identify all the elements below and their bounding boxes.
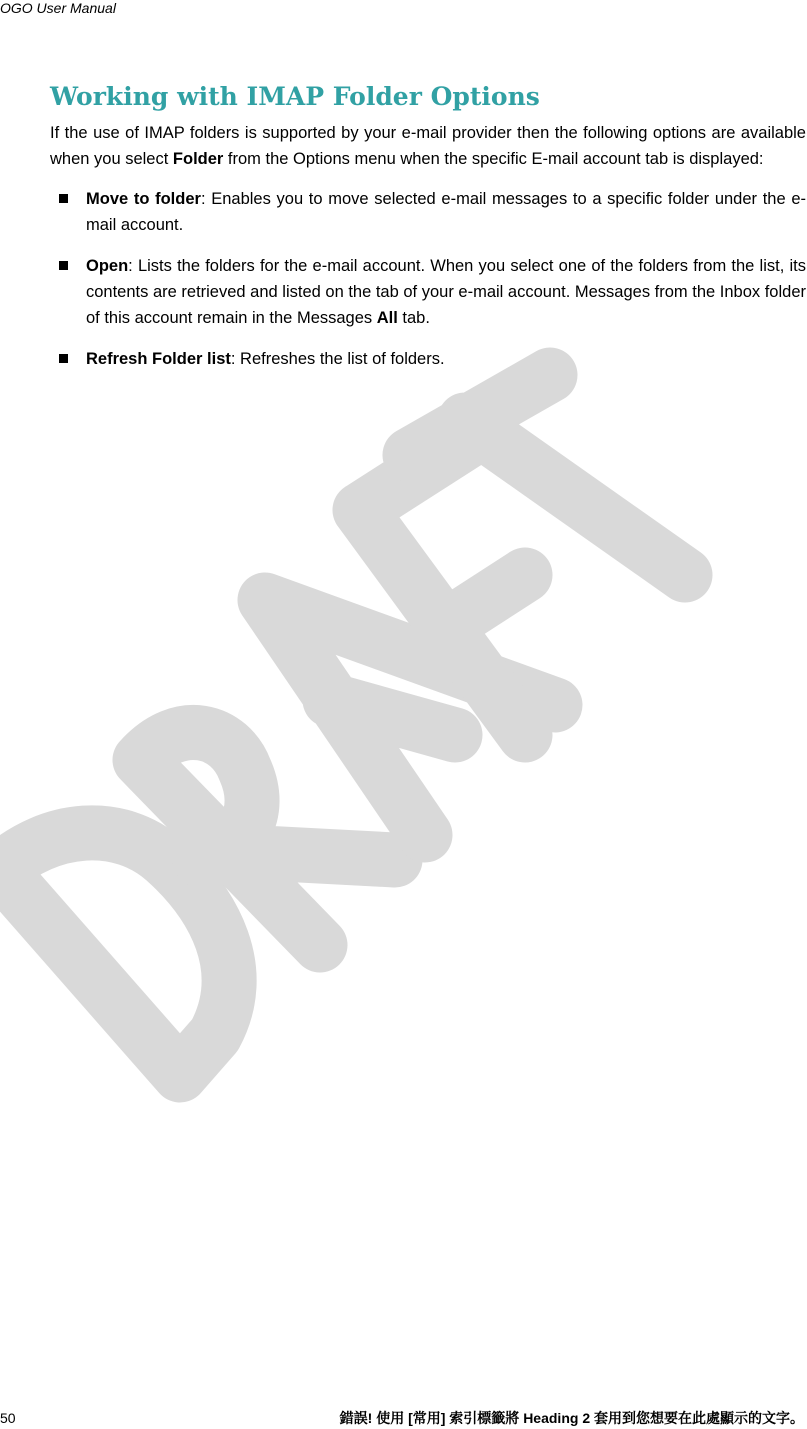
list-item-move-to-folder	[50, 186, 806, 238]
intro-text: If the use of IMAP folders is supported by your e-mail provider then the following options are available when you select	[50, 124, 806, 168]
square-bullet-icon	[59, 194, 68, 203]
options-list	[50, 186, 806, 372]
list-item-open	[50, 253, 806, 331]
page-number: 50	[0, 1410, 16, 1426]
bullet-text: : Refreshes the list of folders.	[230, 350, 445, 368]
bullet-term: Open	[86, 257, 129, 275]
intro-text-end: from the Options menu when the specific E-mail account tab is displayed:	[223, 150, 764, 168]
footer-heading-error: 錯誤! 使用 [常用] 索引標籤將 Heading 2 套用到您想要在此處顯示的文字。	[339, 1410, 804, 1426]
intro-folder-bold: Folder	[172, 150, 224, 168]
bullet-text: : Enables you to move selected e-mail messages to a specific folder under the e-mail account.	[86, 190, 806, 234]
section-title: Working with IMAP Folder Options	[50, 82, 540, 111]
bullet-term: Move to folder	[86, 190, 201, 208]
bullet-text: : Lists the folders for the e-mail account. When you select one of the folders from the list, its contents are retrieved and listed on the tab of your e-mail account. Messages from the Inbox folder of this account remain in the Messages	[86, 257, 806, 327]
bullet-tail: tab.	[397, 309, 430, 327]
list-item-refresh-folder-list	[50, 346, 806, 372]
bullet-bold-tail: All	[376, 309, 398, 327]
square-bullet-icon	[59, 261, 68, 270]
bullet-term: Refresh Folder list	[86, 350, 231, 368]
square-bullet-icon	[59, 354, 68, 363]
page-content	[50, 80, 806, 387]
running-header: OGO User Manual	[0, 0, 116, 16]
intro-paragraph	[50, 120, 806, 172]
